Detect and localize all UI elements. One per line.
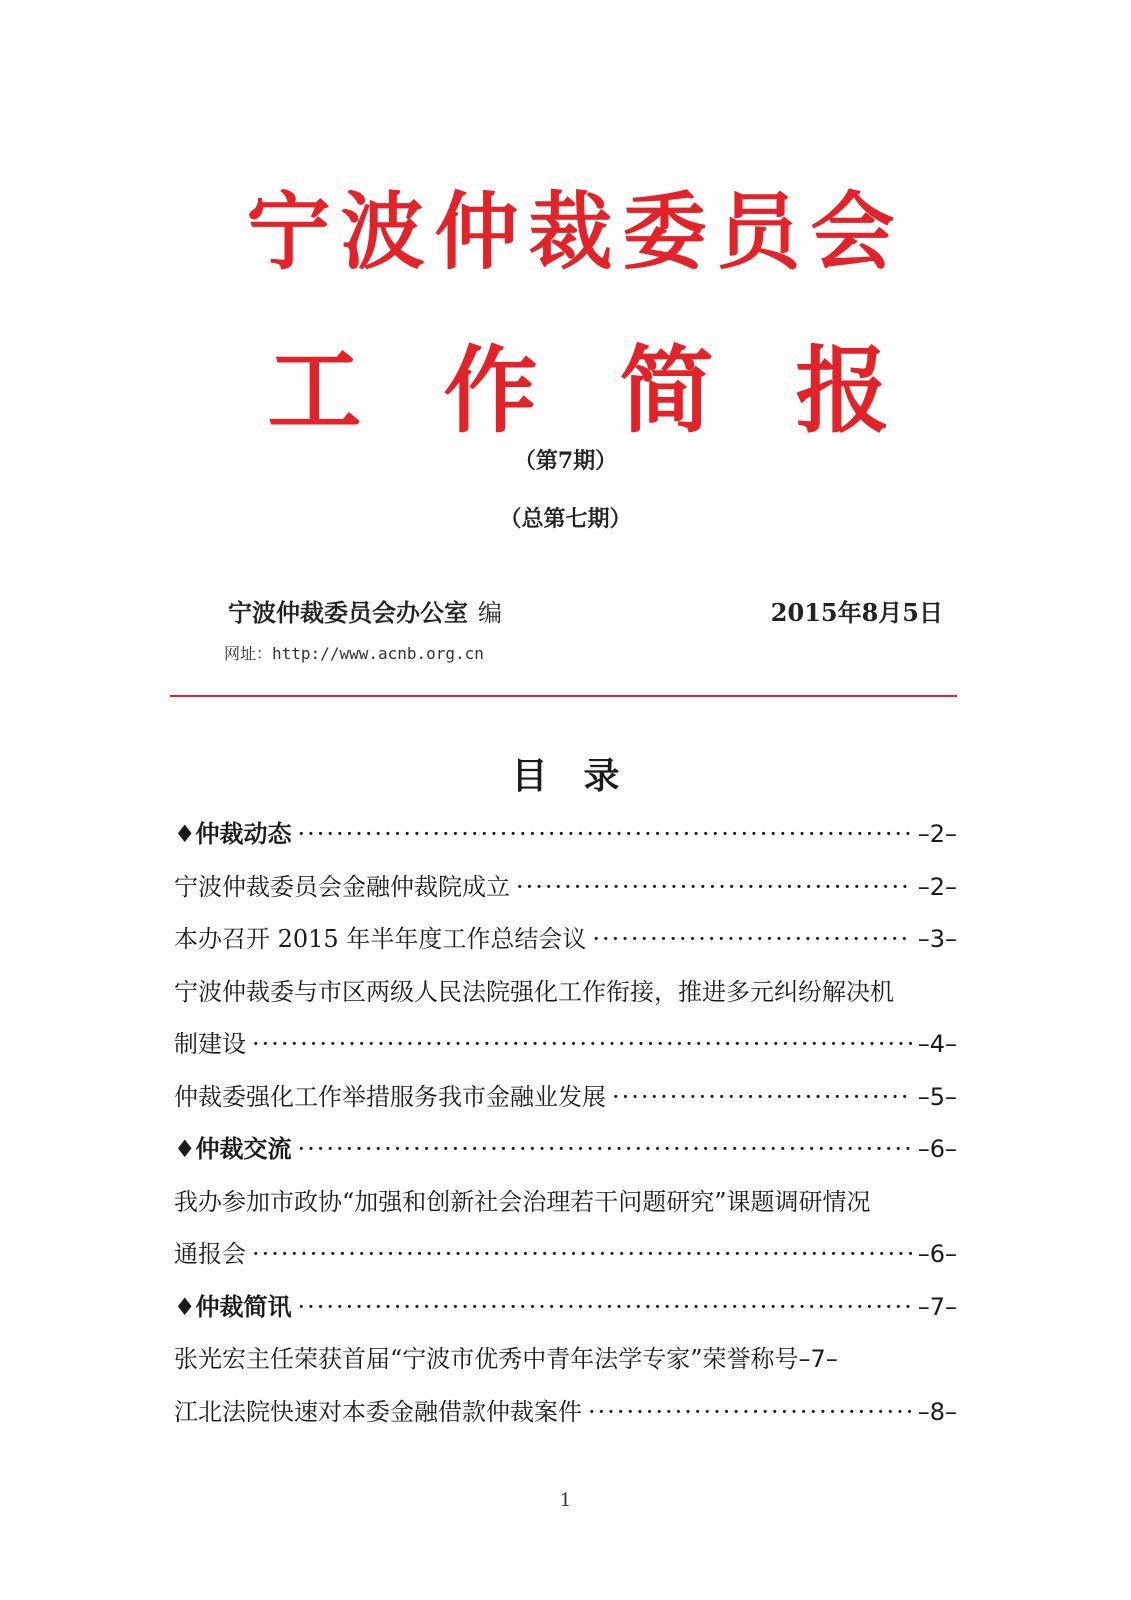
toc-entry-text: 江北法院快速对本委金融借款仲裁案件	[174, 1397, 582, 1426]
toc-entry	[174, 966, 957, 1019]
meta-row	[228, 593, 943, 627]
publish-date: 2015年8月5日	[770, 598, 943, 627]
toc-leader	[298, 1281, 912, 1334]
toc-entry-text: ♦仲裁动态	[174, 819, 292, 848]
toc-entry-text: 通报会	[174, 1240, 246, 1268]
toc-entry-page: –7–	[917, 1292, 957, 1321]
toc-entry-text: 我办参加市政协“加强和创新社会治理若干问题研究”课题调研情况	[174, 1187, 871, 1216]
toc-entry	[174, 1386, 957, 1439]
editor	[228, 593, 502, 628]
toc-leader	[516, 861, 912, 914]
toc-leader	[612, 1071, 912, 1124]
toc-leader	[298, 1123, 912, 1176]
toc-entry	[174, 1333, 957, 1386]
toc-leader	[252, 1018, 912, 1071]
toc-entry-continuation	[174, 1228, 957, 1281]
toc-entry-text: 张光宏主任荣获首届“宁波市优秀中青年法学专家”荣誉称号	[174, 1345, 799, 1373]
page-number: 1	[559, 1490, 572, 1511]
toc-entry-continuation	[174, 1018, 957, 1071]
toc-leader	[588, 1386, 912, 1439]
toc-entry	[174, 1176, 957, 1229]
toc-entry-page: –2–	[917, 820, 957, 848]
toc-entry-page: –7–	[798, 1345, 838, 1373]
toc-entry-page: –5–	[917, 1082, 957, 1111]
toc-entry-text: 制建设	[174, 1030, 246, 1058]
toc-entry-text: 宁波仲裁委与市区两级人民法院强化工作衔接，推进多元纠纷解决机	[174, 977, 894, 1006]
toc-list	[174, 808, 957, 1438]
toc-leader	[252, 1228, 912, 1281]
toc-entry-text: 仲裁委强化工作举措服务我市金融业发展	[174, 1082, 606, 1111]
toc-section	[174, 808, 957, 861]
toc-entry-text: 本办召开 2015 年半年度工作总结会议	[174, 925, 587, 953]
toc-entry-page: –2–	[917, 872, 957, 901]
toc-leader	[298, 808, 912, 861]
website-url: http://www.acnb.org.cn	[272, 644, 484, 663]
toc-entry-text: ♦仲裁简讯	[174, 1291, 292, 1321]
editor-name: 宁波仲裁委员会办公室	[228, 598, 468, 627]
toc-section	[174, 1281, 957, 1334]
toc-title: 目录	[511, 755, 656, 797]
toc-leader	[592, 913, 911, 966]
toc-entry-text: 宁波仲裁委员会金融仲裁院成立	[174, 872, 510, 901]
website-line	[224, 641, 484, 664]
toc-entry	[174, 913, 957, 966]
toc-entry	[174, 1071, 957, 1124]
toc-entry	[174, 861, 957, 914]
website-label: 网址：	[224, 644, 273, 663]
header-divider	[170, 695, 957, 697]
toc-entry-page: –6–	[917, 1240, 957, 1268]
issue-number: （第7期）	[513, 448, 618, 474]
total-issue-number: （总第七期）	[499, 506, 632, 532]
toc-entry-page: –6–	[917, 1135, 957, 1163]
masthead-subtitle: 工作简报	[267, 337, 972, 446]
toc-entry-page: –3–	[917, 925, 957, 953]
toc-entry-text: ♦仲裁交流	[174, 1134, 292, 1163]
masthead-title: 宁波仲裁委员会	[246, 183, 905, 281]
toc-entry-page: –8–	[917, 1397, 957, 1426]
toc-entry-page: –4–	[917, 1030, 957, 1058]
toc-section	[174, 1123, 957, 1176]
editor-suffix: 编	[478, 599, 502, 627]
